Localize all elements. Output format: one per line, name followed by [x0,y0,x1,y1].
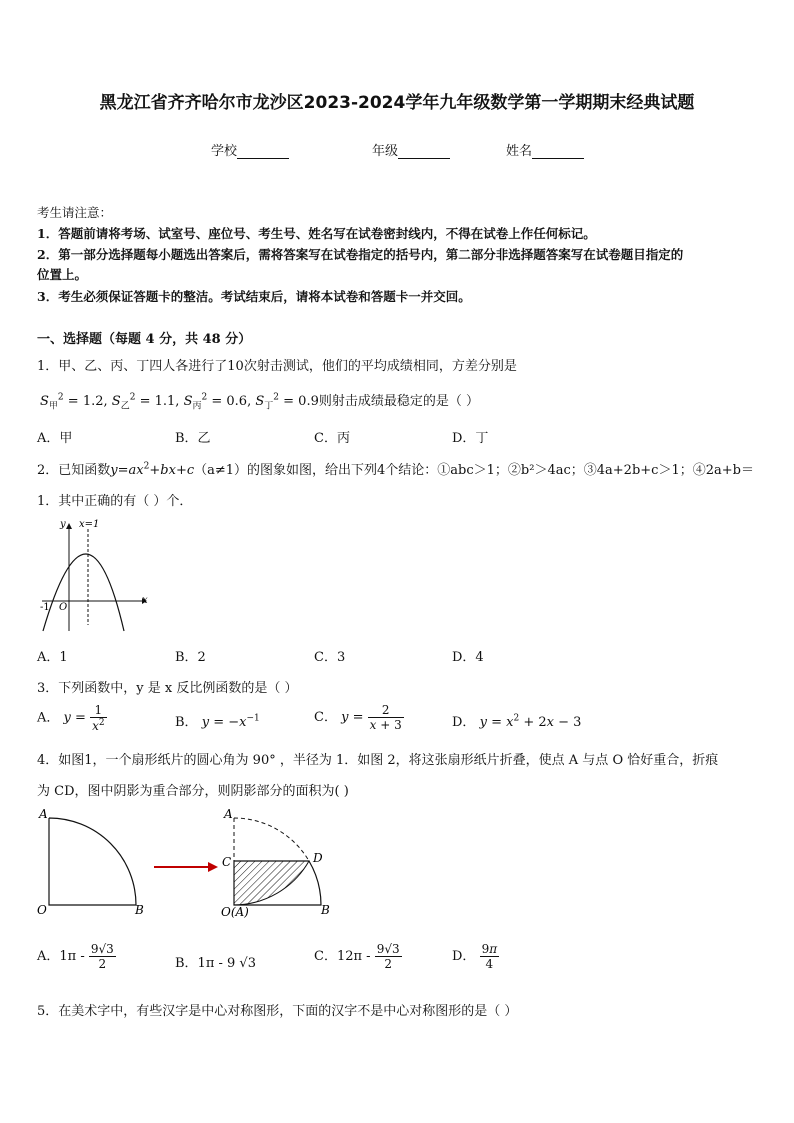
svg-text:B: B [321,903,330,917]
q3-option-a[interactable]: A． y = $\frac{1}{x^2}$ [37,703,105,733]
svg-text:A: A [224,807,233,821]
q1-option-a[interactable]: A．甲 [37,431,73,446]
q1-option-d[interactable]: D．丁 [452,431,489,446]
q2-option-a[interactable]: A．1 [37,650,68,665]
q1-formula: $S_甲^2 = 1.2$, $S_乙^2 = 1.1$, $S_丙^2 = 0.6$, $S_丁^2 = 0.9$则射击成绩最稳定的是（ ） [40,392,479,412]
q2-option-c[interactable]: C．3 [314,650,346,665]
q4-figures [34,806,346,920]
y-label: y [60,519,66,530]
q2-option-b[interactable]: B．2 [175,650,206,665]
svg-text:A: A [39,807,48,821]
school-blank[interactable] [237,144,289,159]
origin-label: O [59,602,68,613]
q2-line1: 2．已知函数$y=ax^2+bx+c(a\ne 1)$的图象如图，给出下列4个结论：①abc＞1；②b²＞4ac；③4a+2b+c＞1；④2a+b＝ [37,461,754,478]
name-label: 姓名 [506,144,533,159]
svg-text:B: B [135,903,144,917]
name-field[interactable] [506,140,584,159]
q3-option-b[interactable]: B． $y = -x^{-1}$ [175,713,260,730]
q5-text: 5．在美术字中，有些汉字是中心对称图形，下面的汉字不是中心对称图形的是（ ） [37,1004,518,1019]
q3-text: 3．下列函数中，y 是 x 反比例函数的是（ ） [37,681,298,696]
q1-text: 1．甲、乙、丙、丁四人各进行了10次射击测试，他们的平均成绩相同，方差分别是 [37,359,517,374]
page-title: 黑龙江省齐齐哈尔市龙沙区2023-2024学年九年级数学第一学期期末经典试题 [99,93,695,113]
q2-option-d[interactable]: D．4 [452,650,484,665]
q4-option-c[interactable]: C．12π - $\frac{9√3}{2}$ [314,942,400,971]
q4-line1: 4．如图1，一个扇形纸片的圆心角为 90° ，半径为 1．如图 2，将这张扇形纸片折叠，使点 A 与点 O 恰好重合，折痕 [37,753,719,768]
school-field[interactable] [211,140,289,159]
q3-option-c[interactable]: C． y = $\frac{2}{x + 3}$ [314,703,402,732]
svg-text:O(A): O(A) [221,905,249,919]
svg-text:O: O [37,903,47,917]
q1-option-b[interactable]: B．乙 [175,431,211,446]
svg-text:D: D [313,851,323,865]
q4-line2: 为 CD，图中阴影为重合部分，则阴影部分的面积为( ) [37,784,349,799]
grade-label: 年级 [372,144,399,159]
figure-1-sector [37,807,144,917]
notice-item: 位置上。 [37,267,88,282]
y-axis-arrow [66,523,72,529]
notice-heading: 考生请注意： [37,205,113,220]
q4-option-b[interactable]: B．1π - 9 √3 [175,956,256,971]
symmetry-label: x=1 [79,519,100,530]
section-heading: 一、选择题（每题 4 分，共 48 分） [37,332,252,347]
notice-item: 1．答题前请将考场、试室号、座位号、考生号、姓名写在试卷密封线内，不得在试卷上作任何标记。 [37,226,596,241]
grade-blank[interactable] [398,144,450,159]
neg-one-label: -1 [40,602,50,613]
q1-option-c[interactable]: C．丙 [314,431,350,446]
q3-option-d[interactable]: D． $y = x^2 + 2x - 3$ [452,713,582,730]
name-blank[interactable] [532,144,584,159]
q4-option-a[interactable]: A．1π - $\frac{9√3}{2}$ [37,942,114,971]
svg-text:C: C [222,855,232,869]
q2-line2: 1．其中正确的有（ ）个． [37,494,193,509]
notice-item: 3．考生必须保证答题卡的整洁。考试结束后，请将本试卷和答题卡一并交回。 [37,289,471,304]
school-label: 学校 [211,144,238,159]
x-label: x [142,595,148,606]
q2-parabola-graph [34,515,152,633]
red-arrow [154,862,218,872]
parabola-curve [43,554,124,631]
grade-field[interactable] [372,140,450,159]
figure-2-folded-sector [221,807,330,919]
notice-item: 2．第一部分选择题每小题选出答案后，需将答案写在试卷指定的括号内，第二部分非选择题答案写在试卷题目指定的 [37,247,684,262]
q4-option-d[interactable]: D． $\frac{9\pi}{4}$ [452,942,498,971]
